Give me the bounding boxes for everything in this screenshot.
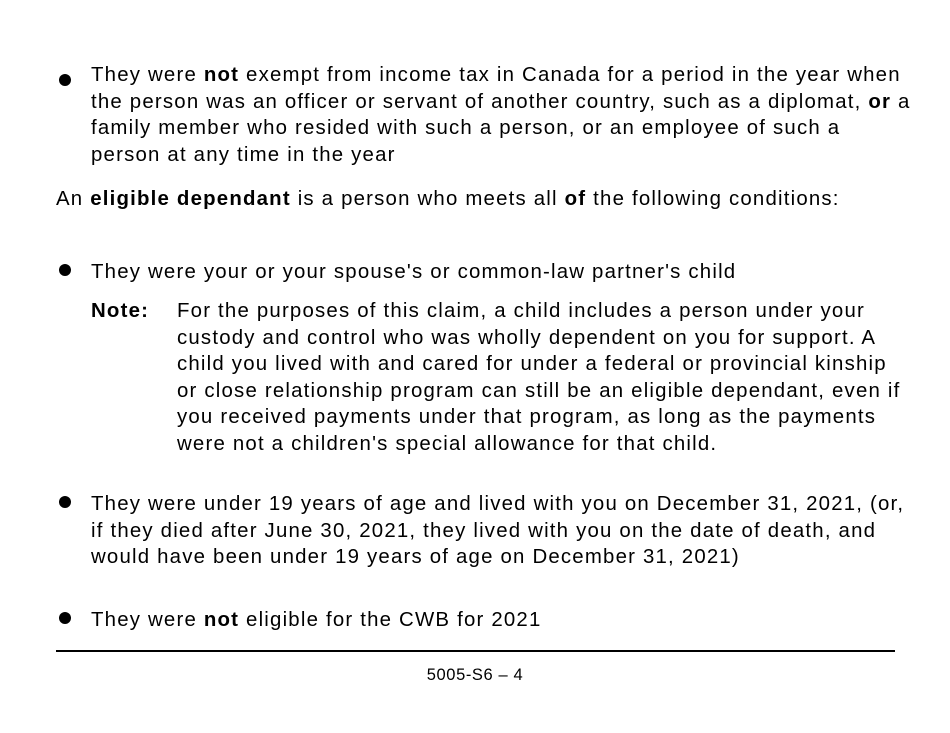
page-number: 5005-S6 – 4 bbox=[426, 666, 524, 684]
bullet-3-text: They were under 19 years of age and lived with you on December 31, 2021, (or, if they died after June 30, 2021, they lived with you on the date of death, and would have been under 19 years of age on December 31, 2021) bbox=[91, 493, 905, 568]
term-eligible-dependant: eligible dependant bbox=[90, 188, 291, 210]
bullet-4-text: They were not eligible for the CWB for 2021 bbox=[91, 609, 542, 631]
emphasis-of: of bbox=[564, 188, 587, 210]
bullet-2-text: They were your or your spouse's or common-law partner's child bbox=[91, 261, 737, 283]
eligible-dependant-intro: An eligible dependant is a person who meets all of the following conditions: bbox=[56, 188, 840, 210]
emphasis-not: not bbox=[203, 64, 240, 86]
bullet-dot bbox=[59, 496, 71, 508]
bullet-dot bbox=[59, 264, 71, 276]
bullet-dot bbox=[59, 612, 71, 624]
emphasis-not: not bbox=[203, 609, 240, 631]
note-label: Note: bbox=[91, 300, 150, 322]
footer-divider bbox=[56, 650, 895, 652]
note-text: For the purposes of this claim, a child includes a person under your custody and control who was wholly dependent on you for support. A child you lived with and cared for under a federal or provincial kinship or close relationship program can still be an eligible dependant, even if you received payments under that program, as long as the payments were not a children's special allowance for that child. bbox=[177, 300, 901, 455]
emphasis-or: or bbox=[868, 90, 892, 113]
bullet-1-text: They were not exempt from income tax in Canada for a period in the year when the person was an officer or servant of another country, such as a diplomat, or a family member who resided with such a person, or an employee of such a person at any time in the year bbox=[91, 64, 911, 166]
bullet-dot bbox=[59, 74, 71, 86]
